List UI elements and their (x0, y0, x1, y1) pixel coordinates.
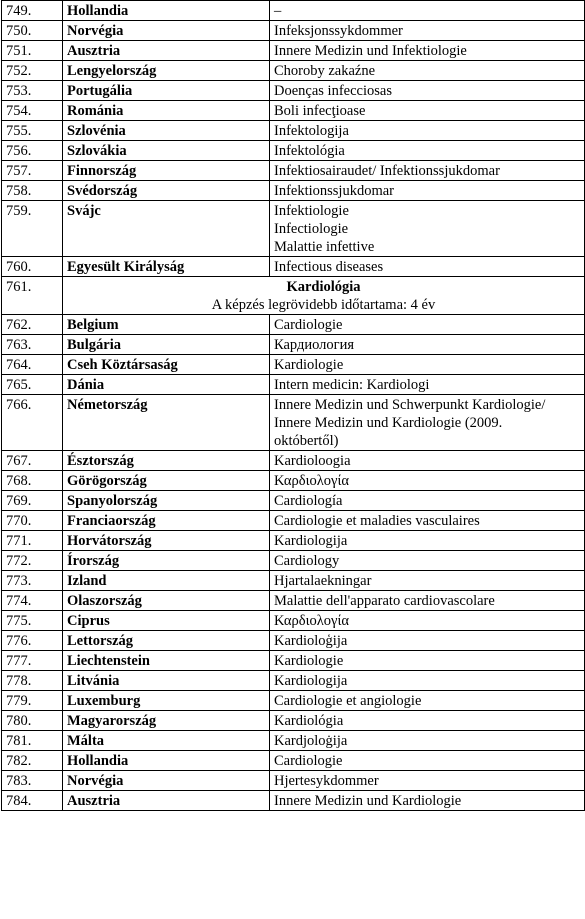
row-number: 757. (2, 161, 63, 181)
specialty-name-cell (270, 375, 585, 395)
row-number: 758. (2, 181, 63, 201)
country-name: Dánia (63, 375, 270, 395)
specialty-name-cell (270, 611, 585, 631)
specialty-name-cell (270, 711, 585, 731)
table-row (2, 335, 585, 355)
specialty-name-cell (270, 671, 585, 691)
specialty-name: Cardiologie (274, 317, 343, 333)
specialty-name: Καρδιολογία (274, 473, 349, 489)
table-row (2, 651, 585, 671)
specialty-name: Intern medicin: Kardiologi (274, 377, 430, 393)
row-number: 781. (2, 731, 63, 751)
specialty-name-cell (270, 395, 585, 451)
specialty-name: Innere Medizin und Schwerpunkt Kardiologie/ (274, 397, 546, 413)
table-row (2, 491, 585, 511)
specialty-name: Kardiologija (274, 533, 348, 549)
country-name: Luxemburg (63, 691, 270, 711)
specialty-name: Kardioloģija (274, 633, 348, 649)
table-row (2, 451, 585, 471)
row-number: 762. (2, 315, 63, 335)
table-row (2, 771, 585, 791)
row-number: 760. (2, 257, 63, 277)
table-row (2, 101, 585, 121)
specialty-name-cell (270, 181, 585, 201)
specialty-name: Infektionssjukdomar (274, 183, 395, 199)
specialty-name-cell (270, 315, 585, 335)
table-row (2, 551, 585, 571)
specialty-name: Infektiologie (274, 203, 349, 219)
country-name: Spanyolország (63, 491, 270, 511)
specialty-name: Infektológia (274, 143, 345, 159)
table-row (2, 1, 585, 21)
table-row (2, 631, 585, 651)
specialty-name-cell (270, 511, 585, 531)
country-name: Norvégia (63, 771, 270, 791)
specialty-name-cell (270, 591, 585, 611)
table-row (2, 691, 585, 711)
specialty-name: Malattie infettive (274, 239, 375, 255)
specialty-name: Infectious diseases (274, 259, 384, 275)
country-name: Szlovákia (63, 141, 270, 161)
table-row (2, 315, 585, 335)
country-name: Bulgária (63, 335, 270, 355)
row-number: 782. (2, 751, 63, 771)
table-section-cardiology (2, 277, 585, 315)
specialty-name: Kardiológia (274, 713, 344, 729)
specialty-name: Malattie dell'apparato cardiovascolare (274, 593, 495, 609)
table-row (2, 395, 585, 451)
section-number: 761. (2, 277, 63, 315)
table-body-infectiology (2, 1, 585, 277)
country-name: Izland (63, 571, 270, 591)
specialty-name-cell (270, 491, 585, 511)
specialty-name: Cardiology (274, 553, 340, 569)
table-row (2, 21, 585, 41)
row-number: 766. (2, 395, 63, 451)
country-name: Svédország (63, 181, 270, 201)
specialty-name-cell (270, 61, 585, 81)
specialty-name: Infeksjonssykdommer (274, 23, 403, 39)
specialty-name: Infectiologie (274, 221, 349, 237)
specialty-name: Hjartalaekningar (274, 573, 372, 589)
country-name: Magyarország (63, 711, 270, 731)
row-number: 779. (2, 691, 63, 711)
specialty-table (1, 0, 585, 811)
row-number: 780. (2, 711, 63, 731)
country-name: Ausztria (63, 791, 270, 811)
specialty-name-cell (270, 691, 585, 711)
table-row (2, 731, 585, 751)
specialty-name: Infektiosairaudet/ Infektionssjukdomar (274, 163, 500, 179)
country-name: Hollandia (63, 1, 270, 21)
row-number: 772. (2, 551, 63, 571)
country-name: Görögország (63, 471, 270, 491)
specialty-name: – (274, 3, 282, 19)
row-number: 773. (2, 571, 63, 591)
country-name: Olaszország (63, 591, 270, 611)
table-row (2, 751, 585, 771)
specialty-name-cell (270, 571, 585, 591)
specialty-name-cell (270, 101, 585, 121)
specialty-name: Infektologija (274, 123, 349, 139)
row-number: 767. (2, 451, 63, 471)
table-row (2, 41, 585, 61)
row-number: 771. (2, 531, 63, 551)
specialty-name-cell (270, 771, 585, 791)
row-number: 768. (2, 471, 63, 491)
row-number: 783. (2, 771, 63, 791)
specialty-name-cell (270, 21, 585, 41)
specialty-name-cell (270, 81, 585, 101)
row-number: 749. (2, 1, 63, 21)
specialty-name-cell (270, 751, 585, 771)
country-name: Portugália (63, 81, 270, 101)
specialty-name: Kardiologija (274, 673, 348, 689)
specialty-name-cell (270, 1, 585, 21)
specialty-name-cell (270, 141, 585, 161)
specialty-name-cell (270, 471, 585, 491)
specialty-name: Kardioloogia (274, 453, 351, 469)
specialty-name: Choroby zakaźne (274, 63, 376, 79)
country-name: Franciaország (63, 511, 270, 531)
table-row (2, 531, 585, 551)
country-name: Liechtenstein (63, 651, 270, 671)
row-number: 763. (2, 335, 63, 355)
country-name: Ciprus (63, 611, 270, 631)
country-name: Észtország (63, 451, 270, 471)
specialty-name-cell (270, 161, 585, 181)
row-number: 776. (2, 631, 63, 651)
country-name: Litvánia (63, 671, 270, 691)
row-number: 778. (2, 671, 63, 691)
specialty-name-cell (270, 651, 585, 671)
country-name: Cseh Köztársaság (63, 355, 270, 375)
specialty-name: Kardjoloġija (274, 733, 348, 749)
specialty-name-cell (270, 791, 585, 811)
country-name: Lengyelország (63, 61, 270, 81)
table-row (2, 61, 585, 81)
specialty-name-cell (270, 551, 585, 571)
table-row (2, 571, 585, 591)
table-row (2, 141, 585, 161)
specialty-name-cell (270, 355, 585, 375)
row-number: 784. (2, 791, 63, 811)
country-name: Szlovénia (63, 121, 270, 141)
country-name: Norvégia (63, 21, 270, 41)
country-name: Málta (63, 731, 270, 751)
section-subtitle: A képzés legrövidebb időtartama: 4 év (211, 297, 436, 313)
row-number: 753. (2, 81, 63, 101)
table-row (2, 791, 585, 811)
country-name: Finnország (63, 161, 270, 181)
row-number: 750. (2, 21, 63, 41)
table-row (2, 611, 585, 631)
row-number: 756. (2, 141, 63, 161)
country-name: Románia (63, 101, 270, 121)
table-row (2, 671, 585, 691)
table-row (2, 591, 585, 611)
specialty-name: Cardiologie (274, 753, 343, 769)
row-number: 777. (2, 651, 63, 671)
country-name: Németország (63, 395, 270, 451)
row-number: 755. (2, 121, 63, 141)
specialty-name-cell (270, 731, 585, 751)
country-name: Svájc (63, 201, 270, 257)
specialty-name: Cardiologie et maladies vasculaires (274, 513, 480, 529)
country-name: Írország (63, 551, 270, 571)
table-body-cardiology (2, 315, 585, 811)
specialty-name-cell (270, 257, 585, 277)
table-row (2, 511, 585, 531)
row-number: 759. (2, 201, 63, 257)
country-name: Ausztria (63, 41, 270, 61)
specialty-name: Boli infecţioase (274, 103, 366, 119)
section-heading (63, 277, 585, 315)
specialty-name-cell (270, 335, 585, 355)
specialty-name: Кардиология (274, 337, 355, 353)
row-number: 752. (2, 61, 63, 81)
specialty-name: Hjertesykdommer (274, 773, 379, 789)
row-number: 764. (2, 355, 63, 375)
table-row (2, 355, 585, 375)
specialty-name: Cardiologie et angiologie (274, 693, 422, 709)
specialty-name: októbertől) (274, 433, 339, 449)
specialty-name: Kardiologie (274, 357, 344, 373)
specialty-name-cell (270, 451, 585, 471)
row-number: 751. (2, 41, 63, 61)
row-number: 774. (2, 591, 63, 611)
specialty-name-cell (270, 41, 585, 61)
table-row (2, 81, 585, 101)
country-name: Horvátország (63, 531, 270, 551)
specialty-name-cell (270, 201, 585, 257)
table-row (2, 375, 585, 395)
country-name: Belgium (63, 315, 270, 335)
table-row (2, 161, 585, 181)
table-row (2, 471, 585, 491)
row-number: 765. (2, 375, 63, 395)
country-name: Lettország (63, 631, 270, 651)
specialty-name: Innere Medizin und Infektiologie (274, 43, 467, 59)
table-row (2, 201, 585, 257)
specialty-name-cell (270, 631, 585, 651)
table-row (2, 121, 585, 141)
country-name: Hollandia (63, 751, 270, 771)
specialty-name: Doenças infecciosas (274, 83, 392, 99)
specialty-name: Innere Medizin und Kardiologie (2009. (274, 415, 503, 431)
table-row (2, 711, 585, 731)
table-row (2, 181, 585, 201)
row-number: 769. (2, 491, 63, 511)
section-title: Kardiológia (286, 279, 361, 295)
specialty-name-cell (270, 531, 585, 551)
specialty-name: Cardiología (274, 493, 343, 509)
specialty-name: Innere Medizin und Kardiologie (274, 793, 462, 809)
specialty-name: Καρδιολογία (274, 613, 349, 629)
country-name: Egyesült Királyság (63, 257, 270, 277)
specialty-name-cell (270, 121, 585, 141)
table-row (2, 257, 585, 277)
specialty-name: Kardiologie (274, 653, 344, 669)
row-number: 775. (2, 611, 63, 631)
row-number: 754. (2, 101, 63, 121)
row-number: 770. (2, 511, 63, 531)
section-header-row (2, 277, 585, 315)
